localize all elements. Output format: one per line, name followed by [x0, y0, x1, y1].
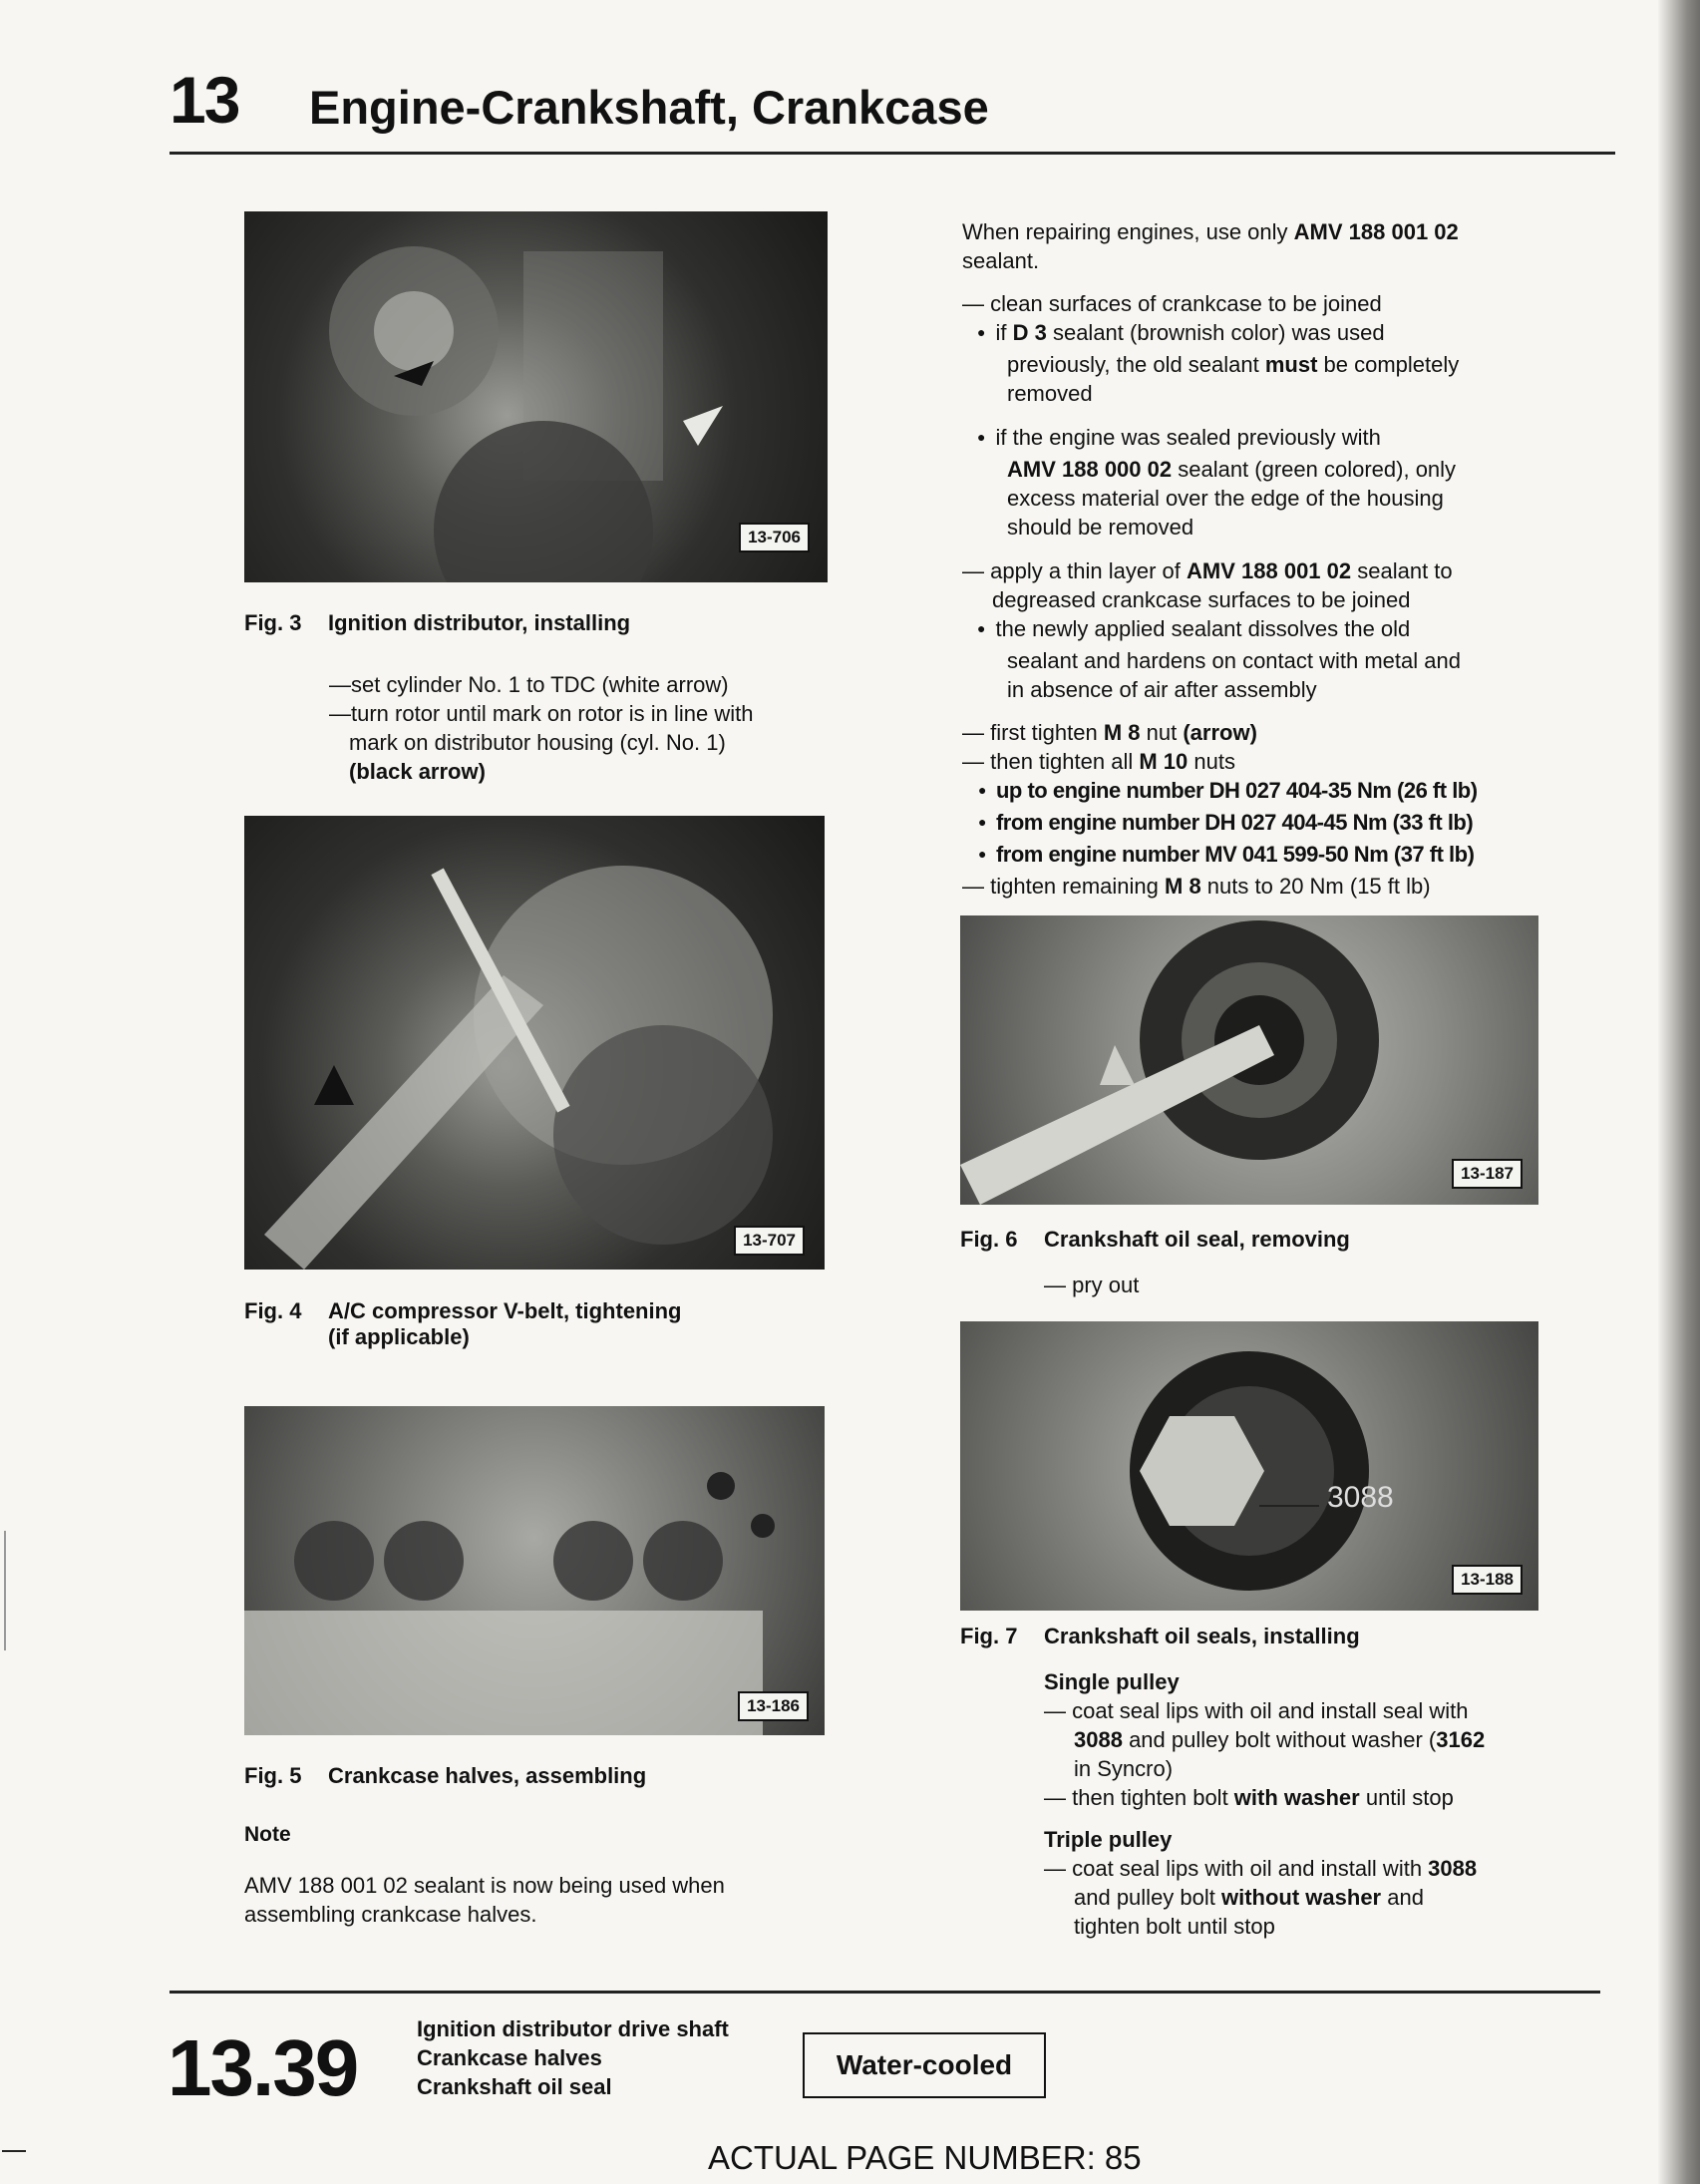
- chapter-title: Engine-Crankshaft, Crankcase: [309, 81, 989, 134]
- bullet2-line2-b: sealant (green colored), only: [1172, 457, 1457, 482]
- step3-b: M 8: [1103, 720, 1141, 745]
- bullet1-line2-a: previously, the old sealant: [1007, 352, 1265, 377]
- fig5-photo: [244, 1406, 825, 1735]
- fig6-label: Fig. 6: [960, 1227, 1018, 1252]
- fig4-caption: [244, 1298, 681, 1350]
- step3-c: nut: [1140, 720, 1184, 745]
- fig3-step-3: mark on distributor housing (cyl. No. 1): [349, 730, 726, 755]
- footer-topic-1: Ignition distributor drive shaft: [417, 2016, 729, 2041]
- fig3-photo: [244, 211, 828, 582]
- bullet3-line2: sealant and hardens on contact with metal and: [1007, 648, 1461, 673]
- fig7-photo: [960, 1321, 1538, 1611]
- step4-a: — then tighten all: [962, 749, 1140, 774]
- bullet1-b: D 3: [1012, 320, 1047, 345]
- fig6-code: 13-187: [1452, 1159, 1523, 1189]
- torque-2-text: from engine number DH 027 404-45 Nm (33 ft lb): [995, 810, 1474, 835]
- bullet3-line3: in absence of air after assembly: [1007, 677, 1317, 702]
- fig5-photo-detail: [244, 1406, 825, 1735]
- footer-topic-3: Crankshaft oil seal: [417, 2074, 612, 2099]
- corner-mark: [2, 2150, 26, 2152]
- bullet-d3: [977, 318, 1459, 408]
- fig3-step-2: —turn rotor until mark on rotor is in line with: [329, 701, 754, 726]
- engine-type-box: Water-cooled: [803, 2032, 1046, 2098]
- actual-page-number: ACTUAL PAGE NUMBER: 85: [708, 2139, 1142, 2176]
- bullet1-a: if: [995, 320, 1013, 345]
- chapter-number: 13: [170, 63, 239, 137]
- bullet-dissolves: [977, 614, 1461, 704]
- bullet1-line2-c: be completely: [1317, 352, 1460, 377]
- triple-line2-c: and: [1381, 1885, 1424, 1910]
- triple-line3: tighten bolt until stop: [1074, 1914, 1275, 1939]
- note-text-line2: assembling crankcase halves.: [244, 1902, 537, 1927]
- fig7-instructions: [1044, 1667, 1485, 1941]
- fig5-caption-text: Crankcase halves, assembling: [328, 1763, 647, 1788]
- step5-a: — tighten remaining: [962, 874, 1165, 899]
- torque-3-text: from engine number MV 041 599-50 Nm (37 ft lb): [995, 842, 1475, 867]
- single-line4-c: until stop: [1359, 1785, 1454, 1810]
- footer-rule: [170, 1991, 1600, 1994]
- bullet1-line2-b: must: [1264, 352, 1318, 377]
- step2-b: AMV 188 001 02: [1187, 558, 1352, 583]
- triple-line1-a: — coat seal lips with oil and install with: [1044, 1856, 1429, 1881]
- fig6-step: — pry out: [1044, 1273, 1140, 1297]
- single-line3: in Syncro): [1074, 1756, 1174, 1781]
- right-intro: [962, 217, 1459, 275]
- step-apply: [962, 556, 1453, 614]
- fig4-label: Fig. 4: [244, 1298, 302, 1323]
- page-binding-edge: [1658, 0, 1700, 2184]
- step4-c: nuts: [1188, 749, 1235, 774]
- fig4-code: 13-707: [734, 1226, 805, 1256]
- step2-line2: degreased crankcase surfaces to be joined: [992, 587, 1411, 612]
- footer-topics: [417, 2014, 729, 2101]
- section-number: 13.39: [168, 2023, 358, 2112]
- single-line2-tool2: 3162: [1436, 1727, 1486, 1752]
- step2-a: — apply a thin layer of: [962, 558, 1188, 583]
- step3-d: (arrow): [1183, 720, 1257, 745]
- fig3-caption-text: Ignition distributor, installing: [328, 610, 631, 635]
- intro-line2: sealant.: [962, 248, 1040, 273]
- torque-2: [962, 808, 1478, 840]
- fig4-photo: [244, 816, 825, 1270]
- single-line4-a: — then tighten bolt: [1044, 1785, 1234, 1810]
- bullet1-line3: removed: [1007, 381, 1093, 406]
- bullet2-line3: excess material over the edge of the housing: [1007, 486, 1444, 511]
- fig7-code: 13-188: [1452, 1565, 1523, 1595]
- fig4-photo-detail: [244, 816, 825, 1270]
- fig5-label: Fig. 5: [244, 1763, 302, 1788]
- fig6-caption: [960, 1227, 1350, 1253]
- fig4-caption-line2: (if applicable): [328, 1324, 470, 1349]
- bullet2-code: AMV 188 000 02: [1007, 457, 1173, 482]
- fig3-steps: [329, 670, 754, 786]
- fig7-label: Fig. 7: [960, 1624, 1018, 1648]
- fig3-label: Fig. 3: [244, 610, 302, 635]
- fig3-caption: [244, 610, 630, 636]
- step5-c: nuts to 20 Nm (15 ft lb): [1200, 874, 1431, 899]
- torque-steps: [962, 718, 1478, 901]
- fig6-photo: [960, 915, 1538, 1205]
- triple-line2-b: without washer: [1221, 1885, 1382, 1910]
- intro-text: When repairing engines, use only: [962, 219, 1294, 244]
- bullet3-line1: the newly applied sealant dissolves the old: [995, 616, 1411, 641]
- fig6-caption-text: Crankshaft oil seal, removing: [1044, 1227, 1350, 1252]
- bullet1-c: sealant (brownish color) was used: [1046, 320, 1385, 345]
- torque-1-text: up to engine number DH 027 404-35 Nm (26 ft lb): [995, 778, 1478, 803]
- note-heading: Note: [244, 1823, 291, 1846]
- note-text-line1: AMV 188 001 02 sealant is now being used when: [244, 1873, 725, 1898]
- fig3-step-4: (black arrow): [349, 759, 486, 784]
- step4-b: M 10: [1139, 749, 1189, 774]
- fig4-arrow-icon: [314, 1065, 354, 1105]
- single-line2-b: and pulley bolt without washer (: [1122, 1727, 1437, 1752]
- fig5-caption: [244, 1763, 646, 1789]
- fig5-code: 13-186: [738, 1691, 809, 1721]
- step-clean: — clean surfaces of crankcase to be joined: [962, 291, 1382, 316]
- triple-line1-tool: 3088: [1428, 1856, 1478, 1881]
- single-line4-b: with washer: [1233, 1785, 1360, 1810]
- note-text: [244, 1871, 725, 1929]
- margin-mark: [4, 1531, 6, 1650]
- single-line2-tool: 3088: [1074, 1727, 1123, 1752]
- triple-pulley-heading: Triple pulley: [1044, 1827, 1173, 1852]
- white-arrow-icon: [683, 406, 723, 446]
- triple-line2-a: and pulley bolt: [1074, 1885, 1221, 1910]
- fig6-arrow-icon: [1100, 1045, 1135, 1085]
- intro-sealant-code: AMV 188 001 02: [1293, 219, 1459, 244]
- step5-b: M 8: [1165, 874, 1201, 899]
- fig4-caption-line1: A/C compressor V-belt, tightening: [328, 1298, 682, 1323]
- single-line1: — coat seal lips with oil and install seal with: [1044, 1698, 1469, 1723]
- step3-a: — first tighten: [962, 720, 1104, 745]
- bullet2-line1: if the engine was sealed previously with: [995, 425, 1381, 450]
- fig7-caption-text: Crankshaft oil seals, installing: [1044, 1624, 1360, 1648]
- bullet-amv000: [977, 423, 1456, 542]
- fig3-step-1: —set cylinder No. 1 to TDC (white arrow): [329, 672, 729, 697]
- tool-3088-label: 3088: [1327, 1481, 1394, 1514]
- fig3-code: 13-706: [739, 523, 810, 552]
- bullet2-line4: should be removed: [1007, 515, 1194, 540]
- torque-3: [962, 840, 1478, 872]
- header-rule: [170, 152, 1615, 155]
- torque-1: [962, 776, 1478, 808]
- single-pulley-heading: Single pulley: [1044, 1669, 1180, 1694]
- footer-topic-2: Crankcase halves: [417, 2045, 602, 2070]
- fig7-caption: [960, 1624, 1360, 1649]
- step2-c: sealant to: [1351, 558, 1453, 583]
